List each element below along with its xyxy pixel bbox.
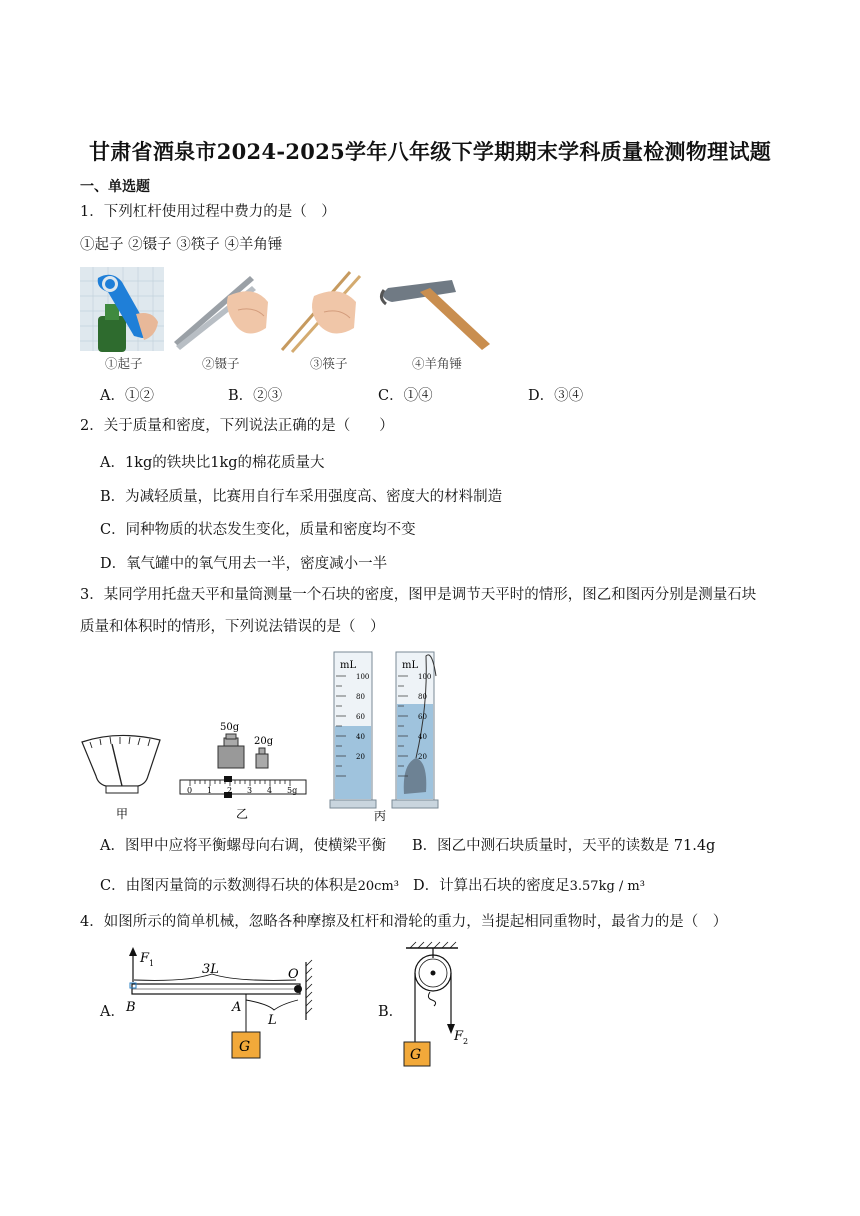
q1-caption-1: ①起子 (105, 356, 143, 371)
label-yi: 乙 (236, 807, 249, 821)
point-a-label: A (232, 1000, 242, 1015)
force-f1-label: F (140, 951, 150, 966)
q4-option-b[interactable]: B． (378, 1004, 404, 1020)
cyl2-tick-60: 60 (418, 713, 427, 721)
q3-option-c-value: 20cm³ (357, 879, 399, 894)
label-bing: 丙 (374, 809, 387, 823)
q1-stem: 1．下列杠杆使用过程中费力的是（ ） (80, 204, 336, 220)
chopsticks-image (282, 272, 360, 352)
cyl2-unit: mL (402, 660, 419, 671)
weight-20g-label: 20g (254, 736, 274, 747)
cyl1-tick-20: 20 (356, 753, 365, 761)
q3-option-b[interactable]: B．图乙中测石块质量时，天平的读数是 71.4g (412, 838, 716, 854)
balance-pointer-diagram (82, 735, 160, 793)
scale-tick-2: 2 (227, 786, 233, 795)
scale-tick-4: 4 (267, 786, 273, 795)
scale-tick-1: 1 (207, 786, 213, 795)
q3-option-a[interactable]: A．图甲中应将平衡螺母向右调，使横梁平衡 (100, 838, 386, 854)
q3-option-d-value: 3.57kg / m³ (569, 879, 645, 894)
tweezers-image (174, 276, 268, 350)
point-b-label: B (126, 1000, 136, 1015)
scale-tick-0: 0 (187, 786, 193, 795)
q3-stem-line2: 质量和体积时的情形，下列说法错误的是（ ） (80, 619, 385, 635)
bottle-opener-image (80, 267, 164, 352)
q3-option-d-text: D．计算出石块的密度足 (413, 878, 570, 894)
scale-tick-3: 3 (247, 786, 253, 795)
q1-items: ①起子 ②镊子 ③筷子 ④羊角锤 (80, 237, 283, 253)
q1-option-d[interactable]: D．③④ (528, 388, 584, 404)
q2-option-b[interactable]: B．为减轻质量，比赛用自行车采用强度高、密度大的材料制造 (100, 489, 503, 505)
q2-option-d[interactable]: D．氧气罐中的氧气用去一半，密度减小一半 (100, 556, 388, 572)
q1-option-b[interactable]: B．②③ (228, 388, 283, 404)
page-title: 甘肃省酒泉市2024-2025学年八年级下学期期末学科质量检测物理试题 (88, 139, 772, 164)
cyl1-tick-100: 100 (356, 673, 370, 681)
q3-figure (76, 646, 456, 826)
q4-option-a[interactable]: A． (100, 1004, 125, 1020)
q3-option-c[interactable] (100, 874, 399, 895)
q2-option-a[interactable]: A．1kg的铁块比1kg的棉花质量大 (100, 455, 325, 471)
hammer-image (381, 280, 490, 350)
force-f2-sub: 2 (463, 1037, 469, 1046)
q4-figure-b-pulley (398, 940, 488, 1070)
q2-option-c[interactable]: C．同种物质的状态发生变化，质量和密度均不变 (100, 522, 416, 538)
q1-figure (78, 266, 498, 356)
q1-caption-4: ④羊角锤 (412, 356, 463, 371)
point-o-label: O (288, 967, 299, 982)
force-f1-sub: 1 (149, 959, 155, 968)
force-f2-label: F (454, 1029, 464, 1044)
q3-option-c-text: C．由图丙量筒的示数测得石块的体积是 (100, 878, 358, 894)
length-3l-label: 3L (202, 962, 219, 977)
q1-option-a[interactable]: A．①② (100, 388, 154, 404)
cyl1-tick-60: 60 (356, 713, 365, 721)
q3-stem-line1: 3．某同学用托盘天平和量筒测量一个石块的密度，图甲是调节天平时的情形，图乙和图丙分别是测量石块 (80, 587, 757, 603)
length-l-label: L (268, 1013, 277, 1028)
cyl1-tick-80: 80 (356, 693, 365, 701)
q1-option-c[interactable]: C．①④ (378, 388, 433, 404)
cyl2-tick-40: 40 (418, 733, 427, 741)
q1-caption-3: ③筷子 (310, 356, 348, 371)
label-jia: 甲 (116, 807, 129, 821)
cyl2-tick-100: 100 (418, 673, 432, 681)
q3-option-d[interactable] (413, 874, 645, 895)
cyl1-unit: mL (340, 660, 357, 671)
section-heading: 一、单选题 (80, 179, 150, 195)
q1-caption-2: ②镊子 (202, 356, 240, 371)
cyl2-tick-80: 80 (418, 693, 427, 701)
cyl2-tick-20: 20 (418, 753, 427, 761)
q4-stem: 4．如图所示的简单机械，忽略各种摩擦及杠杆和滑轮的重力，当提起相同重物时，最省力的是（ ） (80, 914, 728, 930)
cyl1-tick-40: 40 (356, 733, 365, 741)
q2-stem: 2．关于质量和密度，下列说法正确的是（ ） (80, 418, 394, 434)
weight-g-label-b: G (410, 1047, 422, 1063)
scale-tick-5: 5g (287, 786, 298, 795)
q4-figure-a-lever (118, 944, 318, 1066)
weight-50g-label: 50g (220, 722, 240, 733)
weight-g-label-a: G (239, 1039, 251, 1055)
